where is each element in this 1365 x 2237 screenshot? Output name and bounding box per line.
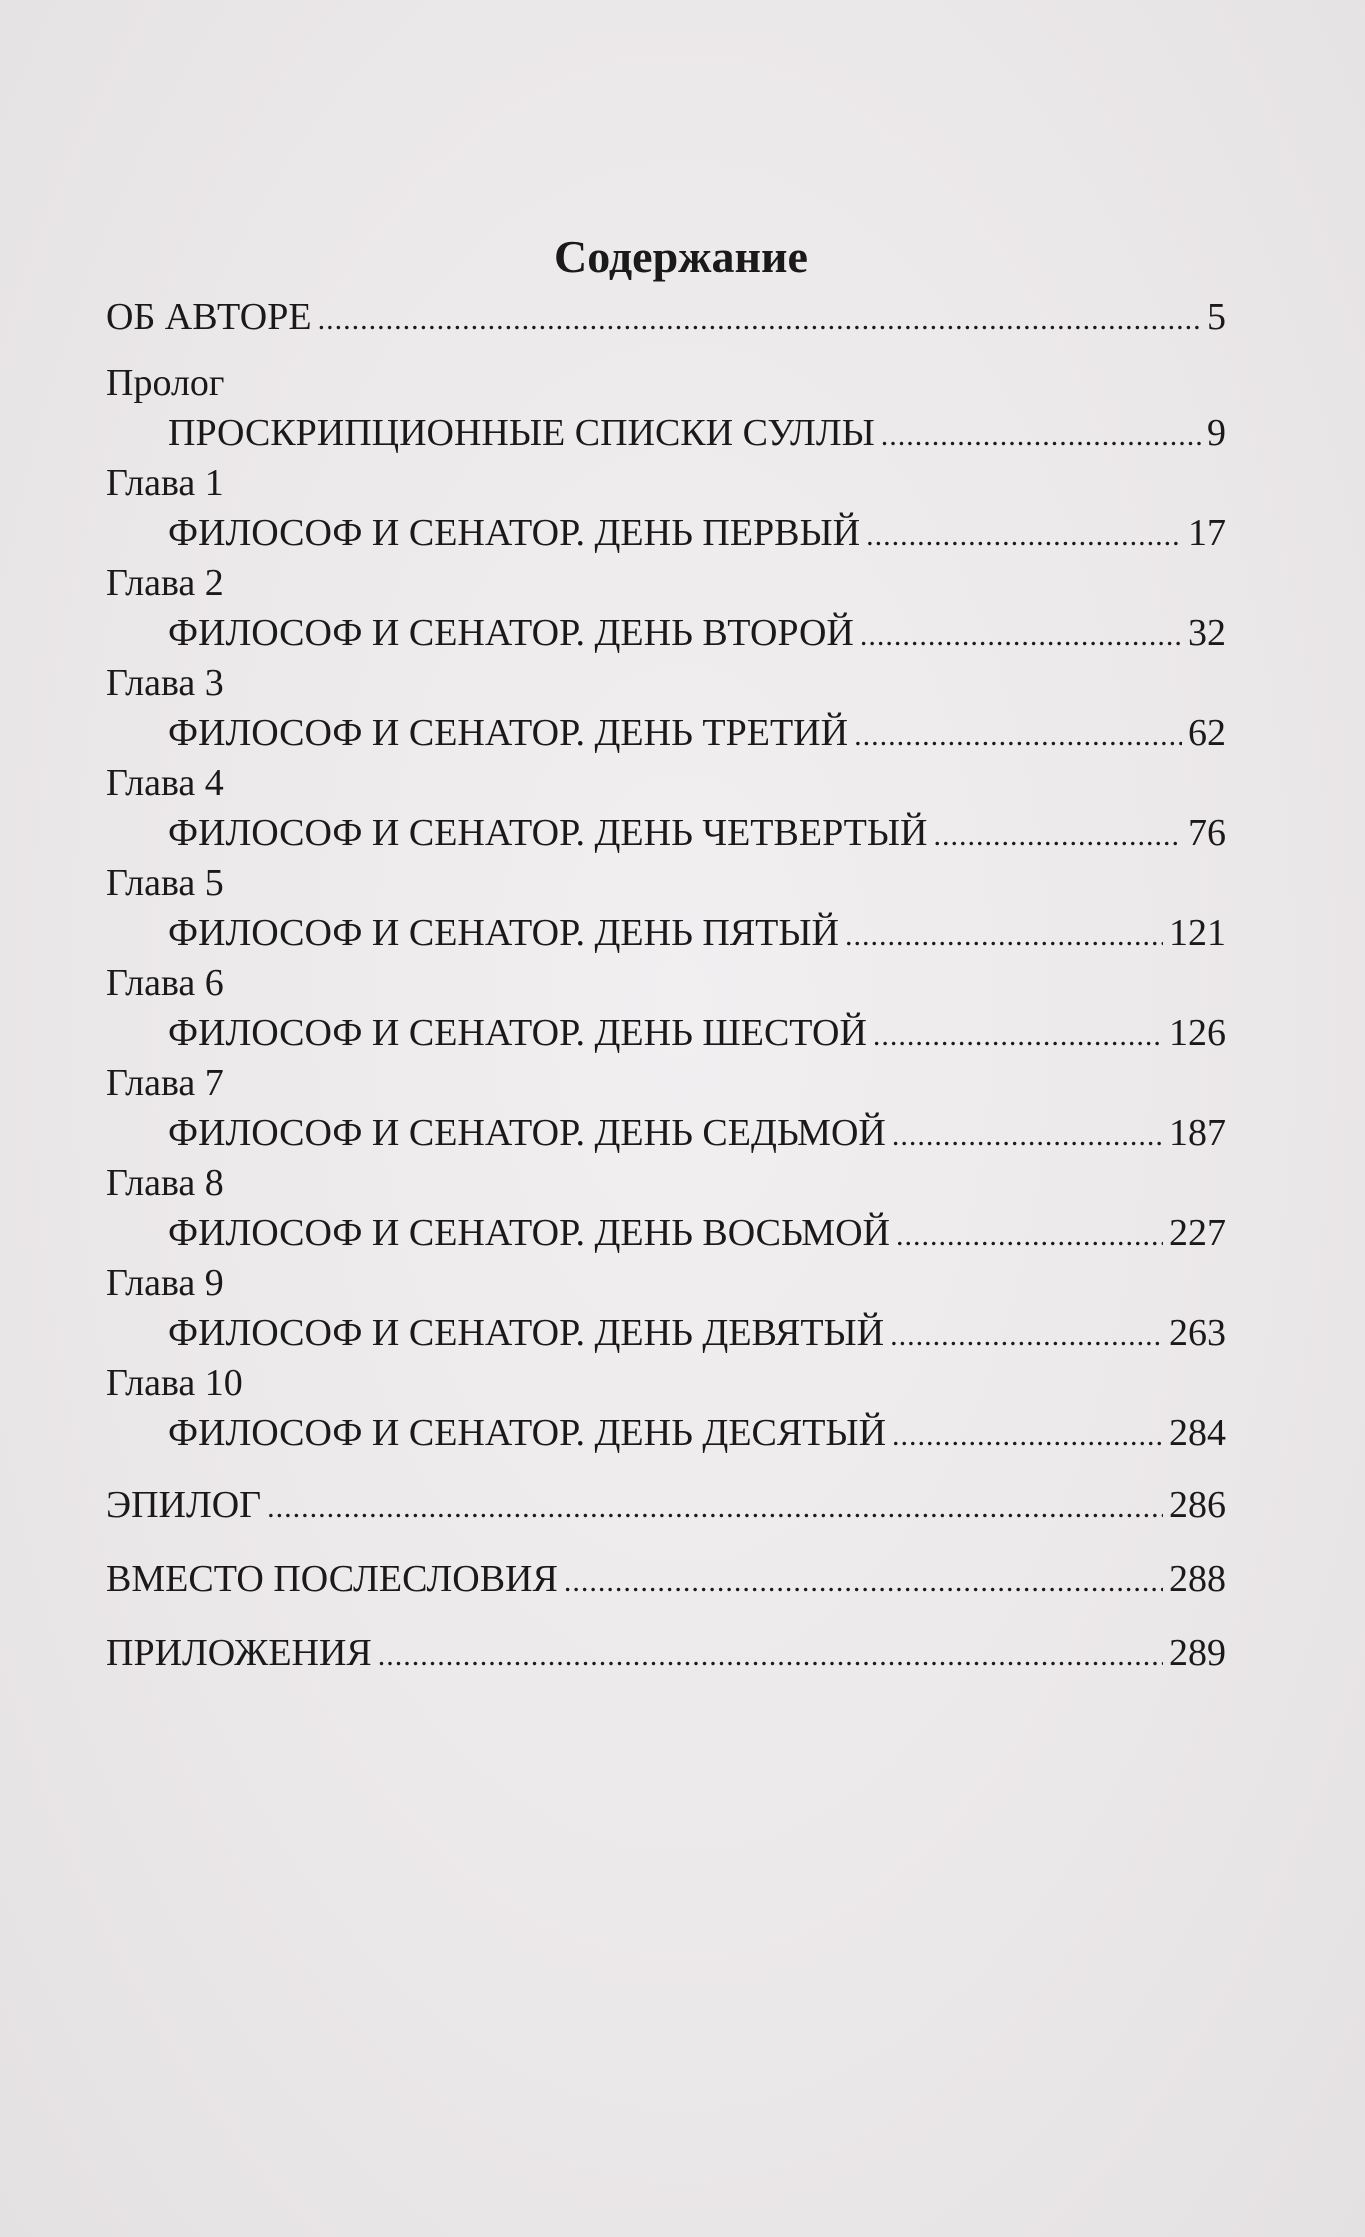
dot-leader bbox=[890, 1311, 1163, 1361]
chapter-heading: Глава 3 bbox=[106, 662, 224, 704]
chapter-heading: Глава 1 bbox=[106, 462, 224, 504]
table-of-contents bbox=[106, 222, 1226, 1678]
entry-label: ФИЛОСОФ И СЕНАТОР. ДЕНЬ ПЯТЫЙ bbox=[168, 912, 839, 954]
dot-leader bbox=[564, 1557, 1163, 1607]
entry-label: ФИЛОСОФ И СЕНАТОР. ДЕНЬ ДЕСЯТЫЙ bbox=[168, 1412, 887, 1454]
entry-page-number: 17 bbox=[1188, 512, 1226, 554]
toc-entry-chapter bbox=[106, 908, 1226, 958]
entry-page-number: 76 bbox=[1188, 812, 1226, 854]
entry-page-number: 32 bbox=[1188, 612, 1226, 654]
entry-label: ФИЛОСОФ И СЕНАТОР. ДЕНЬ ВТОРОЙ bbox=[168, 612, 854, 654]
toc-entry-about bbox=[106, 292, 1226, 342]
dot-leader bbox=[845, 911, 1163, 961]
entry-label: ВМЕСТО ПОСЛЕСЛОВИЯ bbox=[106, 1558, 558, 1600]
chapter-heading: Глава 6 bbox=[106, 962, 224, 1004]
prologue-heading: Пролог bbox=[106, 362, 225, 404]
entry-page-number: 288 bbox=[1169, 1558, 1226, 1600]
toc-entry-chapter bbox=[106, 708, 1226, 758]
entry-label: ФИЛОСОФ И СЕНАТОР. ДЕНЬ СЕДЬМОЙ bbox=[168, 1112, 886, 1154]
chapter-heading: Глава 4 bbox=[106, 762, 224, 804]
entry-label: ФИЛОСОФ И СЕНАТОР. ДЕНЬ ТРЕТИЙ bbox=[168, 712, 849, 754]
entry-page-number: 121 bbox=[1169, 912, 1226, 954]
toc-entry-chapter bbox=[106, 1008, 1226, 1058]
entry-label: ФИЛОСОФ И СЕНАТОР. ДЕНЬ ДЕВЯТЫЙ bbox=[168, 1312, 885, 1354]
dot-leader bbox=[267, 1483, 1163, 1533]
dot-leader bbox=[866, 511, 1182, 561]
toc-entry-epilogue bbox=[106, 1480, 1226, 1530]
toc-entry-afterword bbox=[106, 1554, 1226, 1604]
entry-page-number: 5 bbox=[1207, 296, 1226, 338]
toc-entry-chapter bbox=[106, 1108, 1226, 1158]
dot-leader bbox=[873, 1011, 1163, 1061]
entry-label: ФИЛОСОФ И СЕНАТОР. ДЕНЬ ПЕРВЫЙ bbox=[168, 512, 861, 554]
chapter-heading: Глава 2 bbox=[106, 562, 224, 604]
dot-leader bbox=[881, 411, 1201, 461]
dot-leader bbox=[378, 1631, 1163, 1681]
dot-leader bbox=[933, 811, 1182, 861]
entry-label: ПРИЛОЖЕНИЯ bbox=[106, 1632, 372, 1674]
entry-page-number: 62 bbox=[1188, 712, 1226, 754]
toc-entry-chapter bbox=[106, 1308, 1226, 1358]
entry-page-number: 227 bbox=[1169, 1212, 1226, 1254]
chapter-heading: Глава 7 bbox=[106, 1062, 224, 1104]
dot-leader bbox=[896, 1211, 1163, 1261]
toc-entry-appendix bbox=[106, 1628, 1226, 1678]
dot-leader bbox=[860, 611, 1182, 661]
dot-leader bbox=[318, 295, 1201, 345]
entry-page-number: 126 bbox=[1169, 1012, 1226, 1054]
chapter-heading: Глава 9 bbox=[106, 1262, 224, 1304]
entry-label: ОБ АВТОРЕ bbox=[106, 296, 312, 338]
dot-leader bbox=[892, 1411, 1163, 1461]
entry-label: ФИЛОСОФ И СЕНАТОР. ДЕНЬ ШЕСТОЙ bbox=[168, 1012, 867, 1054]
toc-entry-prologue bbox=[106, 408, 1226, 458]
entry-page-number: 9 bbox=[1207, 412, 1226, 454]
toc-entry-chapter bbox=[106, 808, 1226, 858]
chapter-heading: Глава 5 bbox=[106, 862, 224, 904]
entry-page-number: 187 bbox=[1169, 1112, 1226, 1154]
entry-label: ФИЛОСОФ И СЕНАТОР. ДЕНЬ ВОСЬМОЙ bbox=[168, 1212, 890, 1254]
chapter-heading: Глава 8 bbox=[106, 1162, 224, 1204]
toc-entry-chapter bbox=[106, 608, 1226, 658]
toc-entry-chapter bbox=[106, 508, 1226, 558]
entry-page-number: 263 bbox=[1169, 1312, 1226, 1354]
entry-label: ПРОСКРИПЦИОННЫЕ СПИСКИ СУЛЛЫ bbox=[168, 412, 875, 454]
toc-title: Содержание bbox=[554, 231, 808, 282]
entry-label: ЭПИЛОГ bbox=[106, 1484, 262, 1526]
chapter-heading: Глава 10 bbox=[106, 1362, 243, 1404]
entry-page-number: 284 bbox=[1169, 1412, 1226, 1454]
entry-page-number: 286 bbox=[1169, 1484, 1226, 1526]
entry-page-number: 289 bbox=[1169, 1632, 1226, 1674]
toc-entry-chapter bbox=[106, 1208, 1226, 1258]
entry-label: ФИЛОСОФ И СЕНАТОР. ДЕНЬ ЧЕТВЕРТЫЙ bbox=[168, 812, 928, 854]
toc-entry-chapter bbox=[106, 1408, 1226, 1458]
dot-leader bbox=[854, 711, 1182, 761]
dot-leader bbox=[892, 1111, 1163, 1161]
